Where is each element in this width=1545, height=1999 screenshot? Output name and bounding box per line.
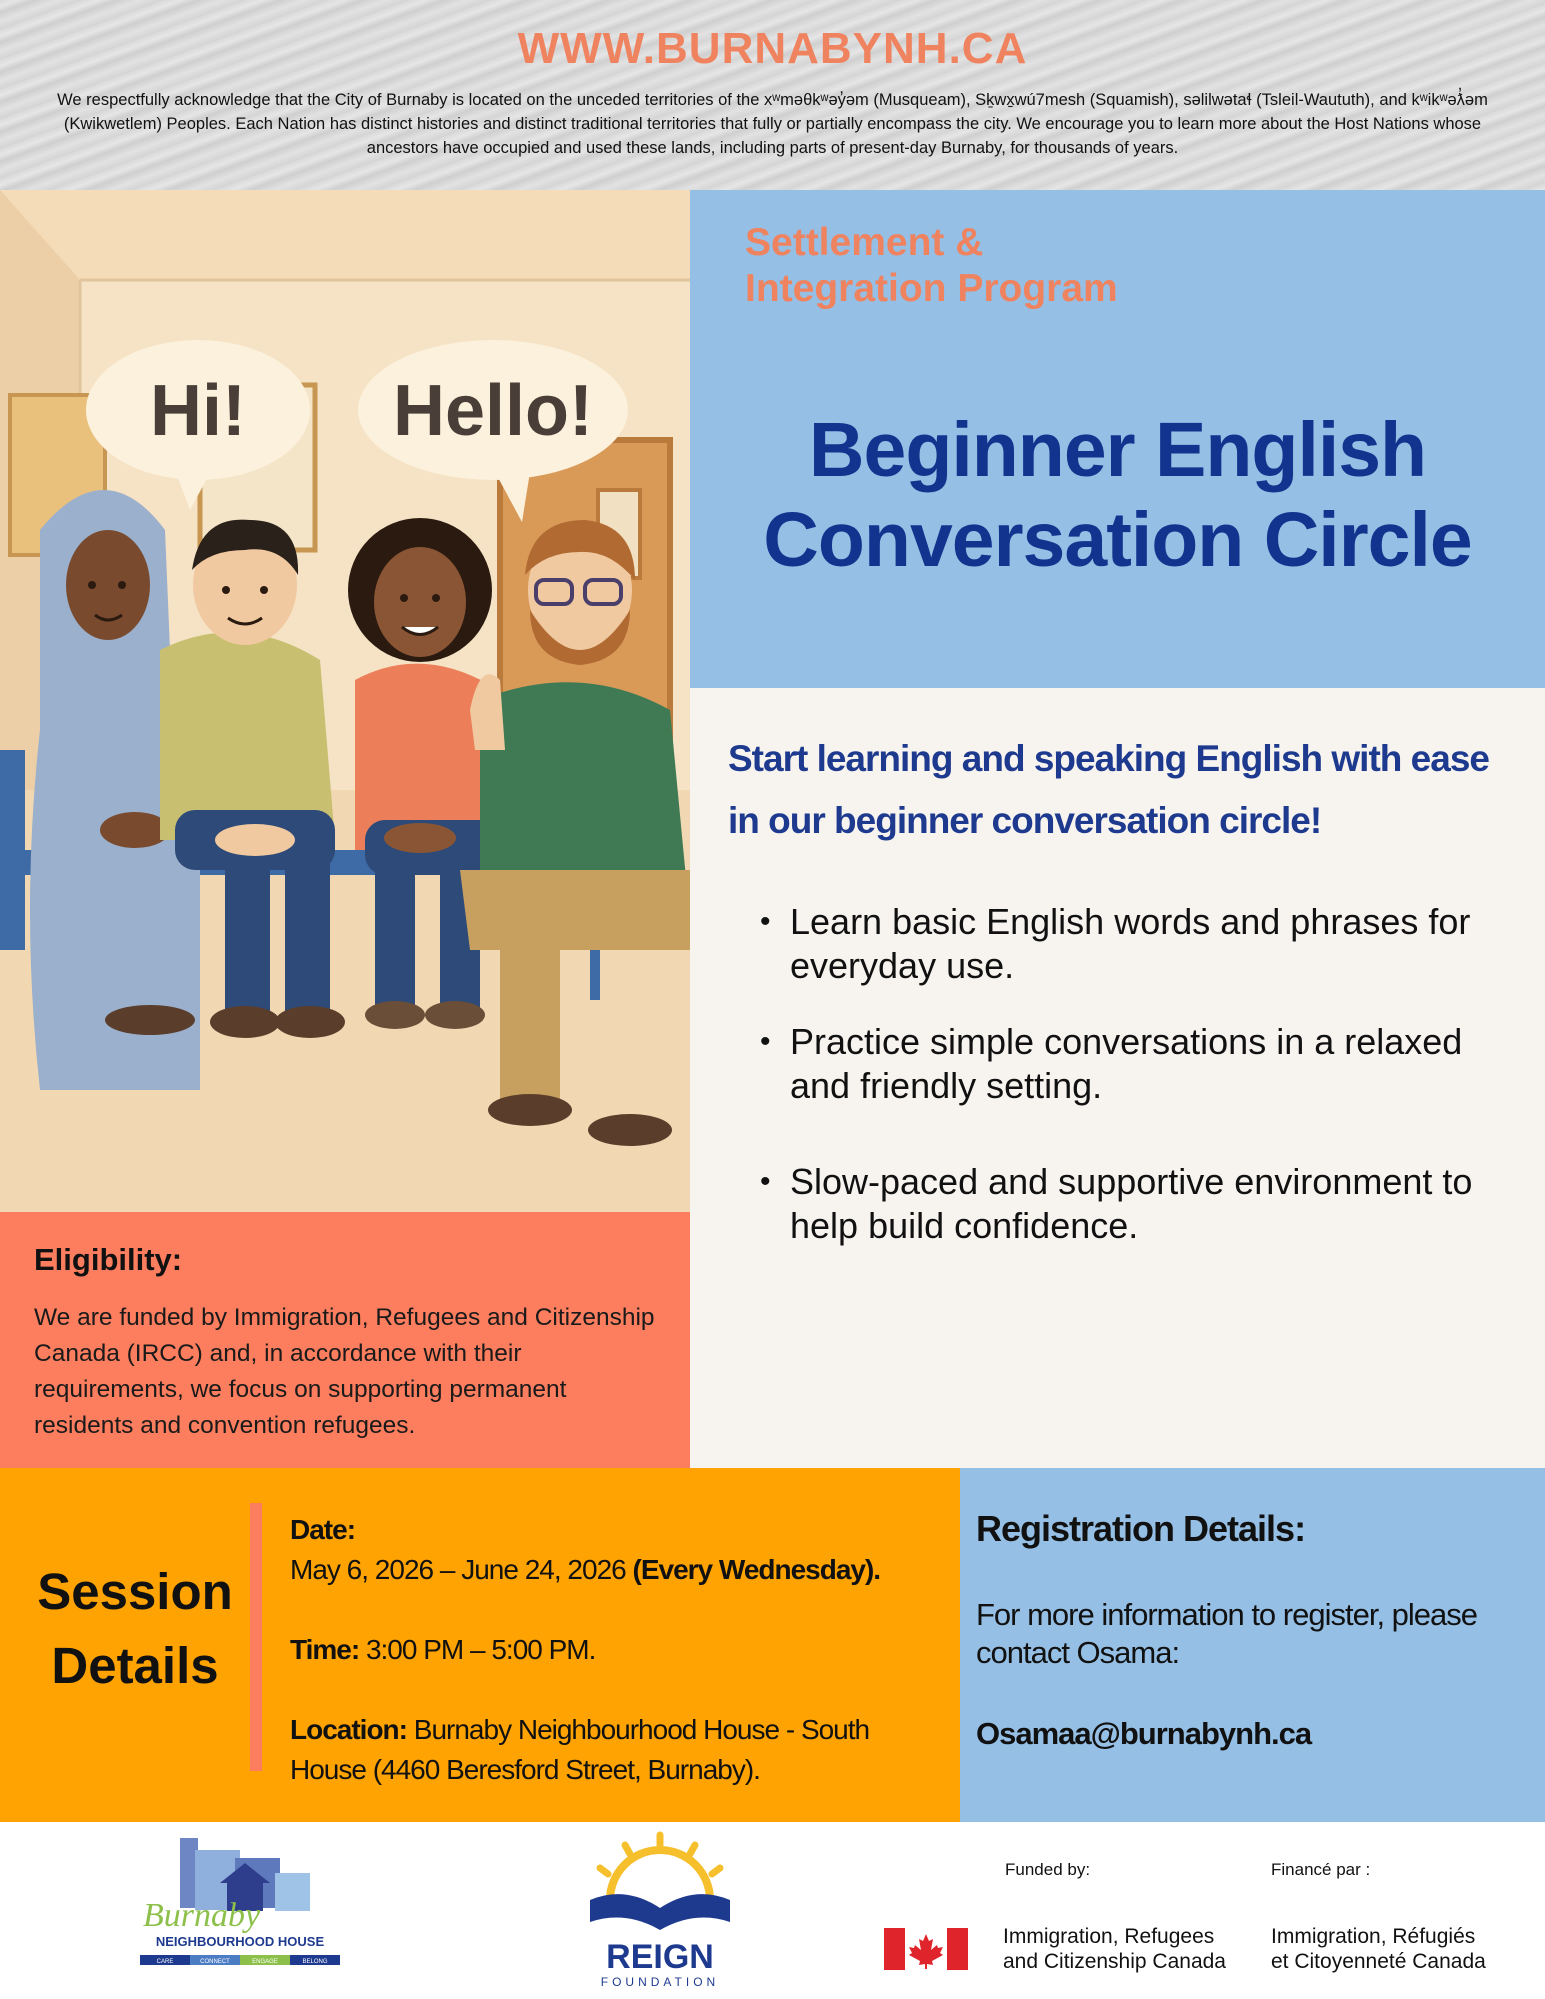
registration-email-link[interactable]: Osamaa@burnabynh.ca xyxy=(976,1716,1312,1751)
bnh-tag-belong: BELONG xyxy=(302,1959,328,1965)
burnaby-neighbourhood-house-logo[interactable] xyxy=(135,1828,345,1978)
session-time xyxy=(290,1630,950,1670)
reign-foundation-logo[interactable] xyxy=(570,1830,750,1940)
land-acknowledgement: We respectfully acknowledge that the City of Burnaby is located on the unceded territories of the xʷməθkʷəy̓əm (Musqueam), Sḵwx̱wú7mesh (Squamish), səlilwətaɬ (Tsleil-Waututh), and kʷikʷəƛ̓əm (Kwikwetlem) Peoples. Each Nation has distinct histories and distinct traditional territories that fully or partially encompass the city. We encourage you to learn more about the Host Nations whose ancestors have occupied and used these lands, including parts of present-day Burnaby, for thousands of years. xyxy=(57,91,1488,157)
bnh-tag-engage: ENGAGE xyxy=(252,1959,278,1965)
date-note: (Every Wednesday). xyxy=(632,1554,881,1585)
ircc-en-line2: and Citizenship Canada xyxy=(1003,1950,1226,1973)
bnh-name: NEIGHBOURHOOD HOUSE xyxy=(155,1934,325,1949)
eligibility-title: Eligibility: xyxy=(34,1242,183,1277)
session-divider xyxy=(250,1503,262,1771)
registration-title: Registration Details: xyxy=(976,1508,1306,1549)
ircc-fr-line2: et Citoyenneté Canada xyxy=(1271,1950,1486,1973)
program-name xyxy=(745,220,1345,312)
program-name-line2: Integration Program xyxy=(745,267,1118,310)
page-title-line1: Beginner English xyxy=(808,407,1427,493)
program-name-line1: Settlement & xyxy=(745,221,984,264)
session-date xyxy=(290,1510,950,1590)
ircc-name-en xyxy=(1003,1924,1226,1974)
list-item: • Learn basic English words and phrases for everyday use. xyxy=(760,900,1500,988)
bnh-tag-connect: CONNECT xyxy=(200,1959,230,1965)
session-info xyxy=(290,1510,950,1830)
date-label: Date: xyxy=(290,1514,356,1545)
eligibility-text: We are funded by Immigration, Refugees and Citizenship Canada (IRCC) and, in accordance with their requirements, we focus on supporting permanent residents and convention refugees. xyxy=(34,1304,655,1439)
bnh-tag-care: CARE xyxy=(156,1959,174,1965)
list-item: • Slow-paced and supportive environment to help build confidence. xyxy=(760,1160,1500,1248)
page-title xyxy=(690,405,1545,585)
reign-name: REIGN xyxy=(606,1938,714,1976)
funded-by-label-fr: Financé par : xyxy=(1271,1860,1371,1879)
site-url[interactable]: WWW.BURNABYNH.CA xyxy=(517,24,1028,73)
funded-by-label-en: Funded by: xyxy=(1005,1860,1091,1879)
ircc-en-line1: Immigration, Refugees xyxy=(1003,1925,1215,1948)
feature-list xyxy=(760,900,1500,1280)
session-heading xyxy=(25,1555,245,1703)
time-label: Time: xyxy=(290,1634,360,1665)
session-heading-line2: Details xyxy=(51,1637,219,1694)
canada-flag-icon xyxy=(884,1928,968,1970)
list-item: • Practice simple conversations in a relaxed and friendly setting. xyxy=(760,1020,1500,1108)
reign-sub: FOUNDATION xyxy=(600,1975,720,1989)
date-value: May 6, 2026 – June 24, 2026 xyxy=(290,1554,626,1585)
location-label: Location: xyxy=(290,1714,407,1745)
ircc-name-fr xyxy=(1271,1924,1486,1974)
svg-text:Hi!: Hi! xyxy=(150,371,246,451)
page-title-line2: Conversation Circle xyxy=(763,497,1472,583)
ircc-fr-line1: Immigration, Réfugiés xyxy=(1271,1925,1476,1948)
eligibility-panel xyxy=(0,1212,690,1468)
svg-text:Hello!: Hello! xyxy=(392,371,594,451)
conversation-illustration xyxy=(0,190,690,1212)
location-value: Burnaby Neighbourhood House - South House (4460 Beresford Street, Burnaby). xyxy=(290,1714,870,1785)
intro-text: Start learning and speaking English with ease in our beginner conversation circle! xyxy=(728,738,1489,841)
registration-text: For more information to register, please contact Osama: xyxy=(976,1597,1478,1670)
session-location xyxy=(290,1710,950,1790)
bnh-script: Burnaby xyxy=(143,1897,261,1934)
time-value: 3:00 PM – 5:00 PM. xyxy=(365,1634,596,1665)
session-heading-line1: Session xyxy=(37,1563,233,1620)
